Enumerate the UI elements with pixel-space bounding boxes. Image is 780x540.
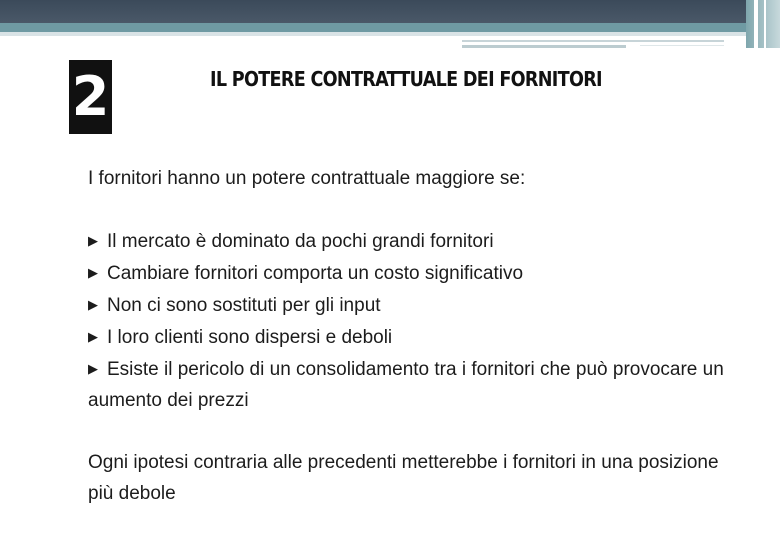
intro-text: I fornitori hanno un potere contrattuale maggiore se: xyxy=(88,168,526,189)
header-corner-stripe xyxy=(754,0,758,48)
list-item xyxy=(88,353,728,416)
header-corner-stripe-2 xyxy=(764,0,766,48)
slide-number-badge xyxy=(69,60,112,134)
list-item xyxy=(88,225,728,257)
spacer xyxy=(88,416,728,447)
triangle-right-icon: ▶ xyxy=(88,329,98,344)
list-item xyxy=(88,321,728,353)
slide-body xyxy=(88,163,728,509)
list-item-text: Cambiare fornitori comporta un costo significativo xyxy=(107,263,524,284)
list-item-text: Esiste il pericolo di un consolidamento tra i fornitori che può provocare un aumento dei prezzi xyxy=(88,359,724,411)
slide-number: 2 xyxy=(71,65,110,128)
list-item-text: I loro clienti sono dispersi e deboli xyxy=(107,327,393,348)
header-accent-line xyxy=(462,40,724,42)
list-item xyxy=(88,257,728,289)
spacer xyxy=(88,194,728,225)
triangle-right-icon: ▶ xyxy=(88,297,98,312)
header-accent-line-short xyxy=(462,45,626,48)
triangle-right-icon: ▶ xyxy=(88,265,98,280)
header-accent-line-faint xyxy=(640,45,724,46)
list-item xyxy=(88,289,728,321)
triangle-right-icon: ▶ xyxy=(88,361,98,376)
slide-title: IL POTERE CONTRATTUALE DEI FORNITORI xyxy=(210,67,602,91)
list-item-text: Il mercato è dominato da pochi grandi fornitori xyxy=(107,231,494,252)
header-band-teal xyxy=(0,23,780,32)
header-corner-block xyxy=(746,0,780,48)
closing-text: Ogni ipotesi contraria alle precedenti metterebbe i fornitori in una posizione più debole xyxy=(88,452,719,504)
header-band-dark xyxy=(0,0,780,23)
bullet-list xyxy=(88,225,728,416)
list-item-text: Non ci sono sostituti per gli input xyxy=(107,295,381,316)
triangle-right-icon: ▶ xyxy=(88,233,98,248)
header-band-light xyxy=(0,32,780,36)
